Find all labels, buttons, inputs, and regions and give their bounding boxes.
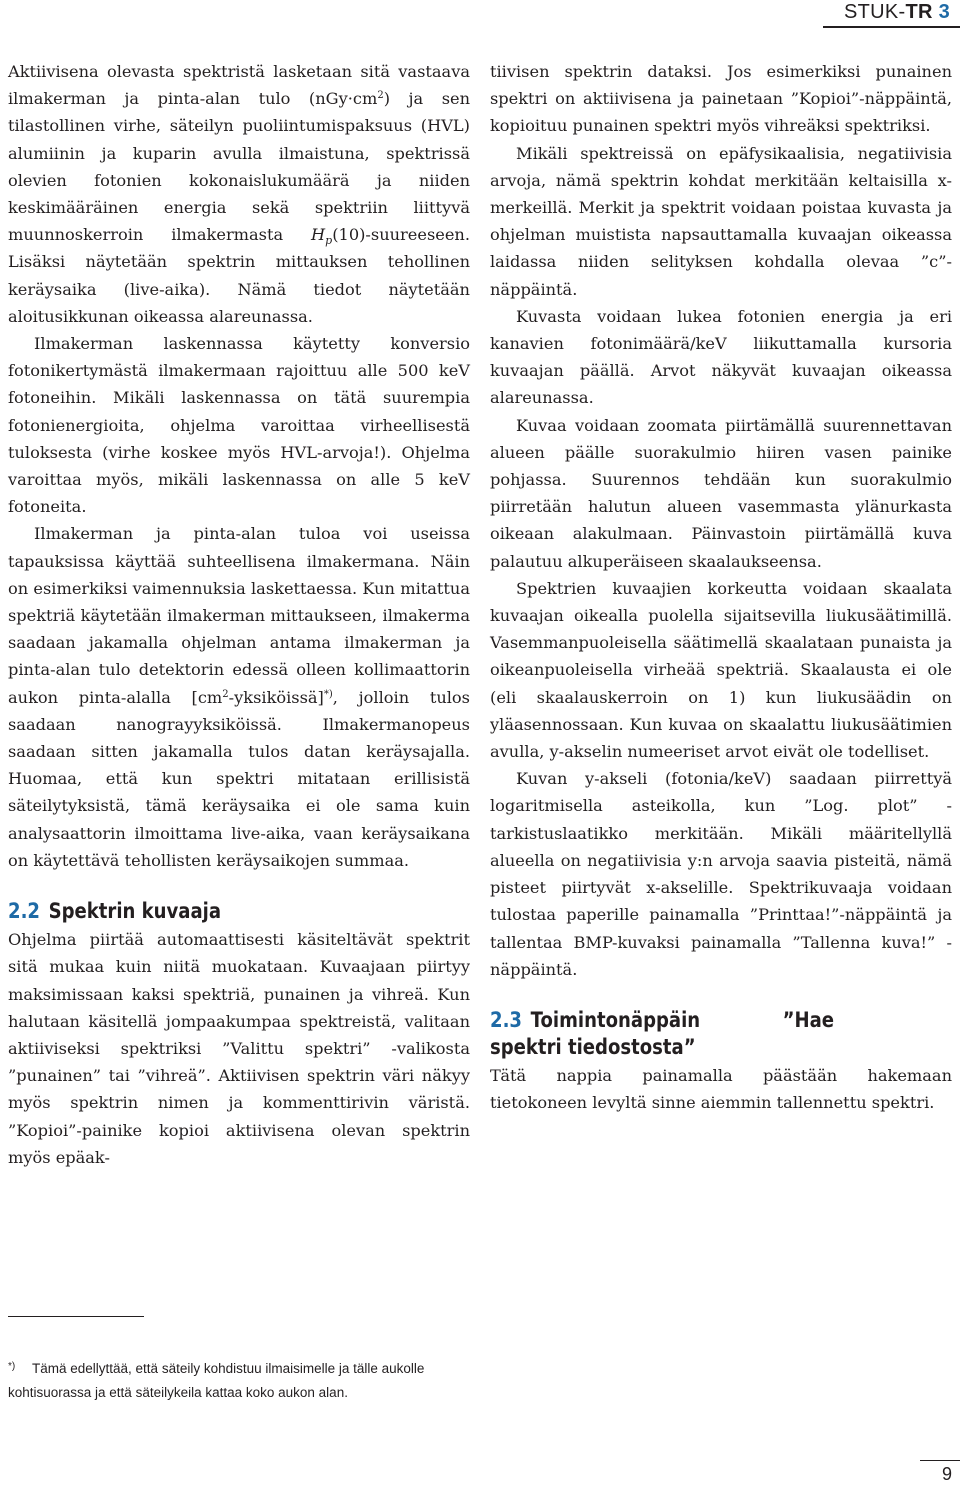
section-title: Spektrin kuvaaja: [48, 899, 222, 924]
paragraph: Spektrien kuvaajien korkeutta voidaan skaalata kuvaajan oikealla puolella sijaitsevilla liukusäätimillä. Vasemmanpuoleisella säätimellä skaalataan punaista ja oikeanpuoleisella virheää spektriä. Skaalausta ei ole (eli skaalauskerroin on 1) kun liukusäädin on yläasennossaan. Kun kuvaa on skaalattu liukusäätimien avulla, y-akselin numeeriset arvot eivät ole todelliset.: [490, 578, 952, 762]
paragraph: [8, 58, 470, 330]
section-heading: [490, 1007, 834, 1061]
footnote-ref[interactable]: *): [323, 688, 333, 700]
superscript: 2: [222, 688, 229, 700]
page-number-rule: [920, 1460, 960, 1461]
paragraph: Kuvaa voidaan zoomata piirtämällä suurennettavan alueen päälle suorakulmio hiiren vasen painike pohjassa. Suurennos tehdään kun suorakulmio piirretään halutun alueen vasemmasta ylänurkasta oikeaan alakulmaan. Päinvastoin piirtämällä kuva palautuu alkuperäiseen skaalaukseensa.: [490, 415, 952, 571]
right-column: [490, 58, 952, 1116]
footnote-mark: *): [8, 1361, 16, 1372]
header-rule: [823, 26, 960, 28]
paragraph: tiivisen spektrin dataksi. Jos esimerkiksi punainen spektri on aktiivisena ja painetaan ”Kopioi”-näppäintä, kopioituu punainen spektri myös vihreäksi spektriksi.: [490, 62, 952, 136]
text-run: ) ja sen tilastollinen virhe, säteilyn puoliintumispaksuus (HVL) alumiinin ja kuparin avulla ilmaistuna, spektrissä olevien fotonien kokonaislukumäärä ja niiden keskimääräinen energia sekä spektriin liittyvä muunnoskerroin ilmakermasta: [8, 89, 471, 245]
paragraph: Kuvasta voidaan lukea fotonien energia ja eri kanavien fotonimäärä/keV liikuttamalla kursoria kuvaajan päällä. Arvot näkyvät kuvaajan oikeassa alareunassa.: [490, 306, 952, 408]
footnote-text: Tämä edellyttää, että säteily kohdistuu ilmaisimelle ja tälle aukolle kohtisuorassa ja että säteilykeila kattaa koko aukon alan.: [8, 1361, 425, 1400]
footnote-rule: [8, 1316, 144, 1317]
left-column: [8, 58, 470, 1171]
section-heading: [8, 898, 405, 925]
paragraph: Ohjelma piirtää automaattisesti käsiteltävät spektrit sitä mukaa kuin niitä muokataan. Kuvaajaan piirtyy maksimissaan kaksi spektriä, punainen ja vihreä. Kun halutaan käsitellä jompaakumpaa spektreistä, valitaan aktiiviseksi spektriksi ”Valittu spektri” -valikosta ”punainen” tai ”vihreä”. Aktiivisen spektrin väri näkyy myös spektrin nimen ja kommenttirivin väristä. ”Kopioi”-painike kopioi aktiivisena olevan spektrin myös epäak-: [8, 930, 470, 1167]
paragraph: Mikäli spektreissä on epäfysikaalisia, negatiivisia arvoja, nämä spektrin kohdat merkitään keltaisilla x-merkeillä. Merkit ja spektrit voidaan poistaa kuvasta ja ohjelman muistista napsauttamalla kuvaajan oikeassa laidassa niiden selityksen kohdalla olevaa ”c”-näppäintä.: [490, 143, 952, 299]
header-series: TR: [905, 1, 933, 23]
paragraph: Kuvan y-akseli (fotonia/keV) saadaan piirrettyä logaritmisella asteikolla, kun ”Log. plot” -tarkistuslaatikko merkitään. Mikäli määritellyllä alueella on negatiivisia y:n arvoja saavia pisteitä, nämä pisteet piirtyvät x-akselille. Spektrikuvaaja voidaan tulostaa paperille painamalla ”Printtaa!”-näppäintä ja tallentaa BMP-kuvaksi painamalla ”Tallenna kuva!” -näppäintä.: [490, 769, 952, 979]
paragraph: Tätä nappia painamalla päästään hakemaan tietokoneen levyltä sinne aiemmin tallennettu spektri.: [490, 1065, 952, 1113]
symbol-h: H: [311, 225, 326, 245]
text-run: , jolloin tulos saadaan nanograyyksiköissä. Ilmakermanopeus saadaan sitten jakamalla tulos datan keräysajalla. Huomaa, että kun spektri mitataan erillisistä säteilytyksistä, tämä keräysaika ei ole sama kuin analysaattorin ilmoittama live-aika, vaan keräysaikana on käytettävä tehollisten keräysaikojen summaa.: [8, 687, 470, 870]
text-run: Aktiivisena olevasta spektristä lasketaan sitä vastaava ilmakerman ja pinta-alan tulo (nGy·cm: [8, 62, 470, 109]
running-header: [844, 1, 950, 24]
section-title: Toimintonäppäin ”Hae spektri tiedostosta”: [490, 1007, 834, 1059]
header-number: 3: [938, 1, 950, 23]
header-org: STUK-: [843, 1, 906, 23]
subscript: p: [325, 234, 333, 248]
page-number: 9: [941, 1464, 952, 1484]
section-number: 2.2: [8, 899, 40, 924]
footnote: [8, 1355, 470, 1404]
superscript: 2: [377, 90, 384, 102]
text-run: Ilmakerman ja pinta-alan tuloa voi useissa tapauksissa käyttää suhteellisena ilmakermana. Näin on esimerkiksi vaimennuksia laskettaessa. Kun mitattua spektriä käytetään ilmakerman mittaukseen, ilmakerma saadaan jakamalla ohjelman antama ilmakerman ja pinta-alan tulo detektorin edessä olleen kollimaattorin aukon pinta-alalla [cm: [8, 524, 470, 707]
paragraph: [8, 520, 470, 874]
text-run: (10)-suureeseen. Lisäksi näytetään spektrin mittauksen tehollinen keräysaika (live-aika). Nämä tiedot näytetään aloitusikkunan oikeassa alareunassa.: [8, 225, 470, 326]
paragraph: Ilmakerman laskennassa käytetty konversio fotonikertymästä ilmakermaan rajoittuu alle 500 keV fotoneihin. Mikäli laskennassa on tätä suurempia fotonienergioita, ohjelma varoittaa virheellisestä tuloksesta (virhe koskee myös HVL-arvoja!). Ohjelma varoittaa myös, mikäli laskennassa on alle 5 keV fotoneita.: [8, 334, 470, 517]
text-run: -yksiköissä]: [228, 687, 324, 707]
section-number: 2.3: [490, 1007, 522, 1032]
